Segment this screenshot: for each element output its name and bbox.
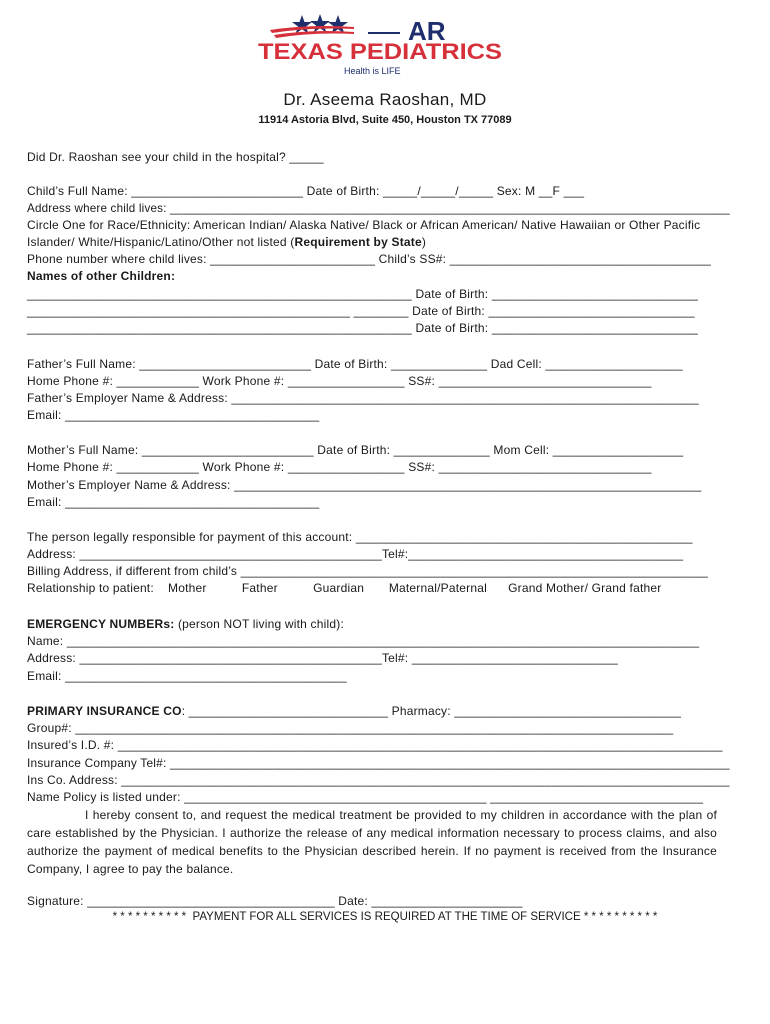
clinic-address: 11914 Astoria Blvd, Suite 450, Houston TX 77089 [258,114,512,126]
father-name-field[interactable]: Father’s Full Name: _________________________ Date of Birth: ______________ Dad Cell: ____________________ [27,357,683,371]
emergency-address-field[interactable]: Address: ____________________________________________Tel#: ______________________________ [27,651,619,665]
emergency-name-field[interactable]: Name: ____________________________________________________________________________________________ [27,634,700,648]
hospital-question[interactable]: Did Dr. Raoshan see your child in the hospital? _____ [27,150,324,164]
father-phone-field[interactable]: Home Phone #: ____________ Work Phone #: _________________ SS#: _______________________________ [27,374,652,388]
insurance-tel-field[interactable]: Insurance Company Tel#: __________________________________________________________________________________ [27,756,730,770]
responsible-address-field[interactable]: Address: ____________________________________________Tel#:________________________________________ [27,547,684,561]
star-icon [310,14,330,33]
mother-name-field[interactable]: Mother’s Full Name: _________________________ Date of Birth: ______________ Mom Cell: ___________________ [27,443,684,457]
mother-phone-field[interactable]: Home Phone #: ____________ Work Phone #: _________________ SS#: _______________________________ [27,460,652,474]
doctor-name: Dr. Aseema Raoshan, MD [283,90,487,109]
relationship-options[interactable]: Relationship to patient: Mother Father Guardian Maternal/Paternal Grand Mother/ Grand father [27,581,662,595]
other-children-title: Names of other Children: [27,269,176,283]
logo-name: TEXAS PEDIATRICS [258,39,502,64]
policy-name-field[interactable]: Name Policy is listed under: ____________________________________________ _______________________________ [27,790,704,804]
insurance-address-field[interactable]: Ins Co. Address: _________________________________________________________________________________________ [27,773,730,787]
emergency-email-field[interactable]: Email: _________________________________________ [27,669,347,683]
payment-notice: * * * * * * * * * * PAYMENT FOR ALL SERVICES IS REQUIRED AT THE TIME OF SERVICE * * * * * * * * * * [112,911,658,923]
child-address-field[interactable]: Address where child lives: ____________________________________________________________________________________ [27,201,730,215]
insured-id-field[interactable]: Insured’s I.D. #: ________________________________________________________________________________________ [27,738,723,752]
primary-insurance-field[interactable]: PRIMARY INSURANCE CO: _____________________________ Pharmacy: _________________________________ [27,704,682,718]
practice-logo [250,12,510,78]
child-name-field[interactable]: Child’s Full Name: _________________________ Date of Birth: _____/_____/_____ Sex: M __F ___ [27,184,585,198]
father-email-field[interactable]: Email: _____________________________________ [27,408,320,422]
mother-email-field[interactable]: Email: _____________________________________ [27,495,320,509]
race-ethnicity-line-2[interactable]: Islander/ White/Hispanic/Latino/Other not listed (Requirement by State) [27,235,427,249]
signature-field[interactable]: Signature: ____________________________________ Date: ______________________ [27,894,523,908]
star-icon [328,15,348,34]
responsible-party-field[interactable]: The person legally responsible for payment of this account: _________________________________________________ [27,530,693,544]
star-icon [292,15,312,34]
billing-address-field[interactable]: Billing Address, if different from child’s ____________________________________________________________________ [27,564,709,578]
emergency-title: EMERGENCY NUMBERs: (person NOT living with child): [27,617,344,631]
mother-employer-field[interactable]: Mother’s Employer Name & Address: ____________________________________________________________________ [27,478,702,492]
logo-initials: AR [408,16,446,46]
father-employer-field[interactable]: Father’s Employer Name & Address: ____________________________________________________________________ [27,391,699,405]
race-ethnicity-line-1[interactable]: Circle One for Race/Ethnicity: American Indian/ Alaska Native/ Black or African American/ Native Hawaiian or Other Pacific [27,218,701,232]
group-number-field[interactable]: Group#: _______________________________________________________________________________________ [27,721,674,735]
logo-tagline: Health is LIFE [344,66,401,76]
consent-paragraph: I hereby consent to, and request the medical treatment be provided to my children in accordance with the plan of care established by the Physician. I authorize the release of any medical information necessary to process claims, and also authorize the payment of medical benefits to the Physician described herein. If no payment is received from the Insurance Company, I agree to pay the balance. [27,808,717,876]
child-phone-field[interactable]: Phone number where child lives: ________________________ Child’s SS#: ______________________________________ [27,252,711,266]
other-child-field[interactable]: ________________________________________________________ Date of Birth: ______________________________ [27,321,699,335]
other-child-field[interactable]: ________________________________________________________ Date of Birth: ______________________________ [27,287,699,301]
other-child-field[interactable]: _______________________________________________ ________ Date of Birth: ______________________________ [27,304,695,318]
